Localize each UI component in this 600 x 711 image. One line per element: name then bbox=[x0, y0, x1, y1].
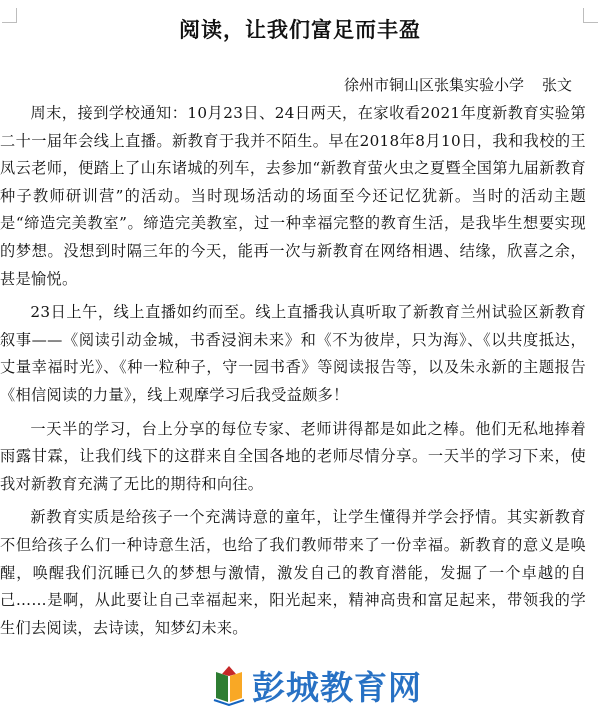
paragraph-3: 一天半的学习，台上分享的每位专家、老师讲得都是如此之棒。他们无私地捧着雨露甘霖，让我们线下的这群来自全国各地的老师尽情分享。一天半的学习下来，使我对新教育充满了无比的期待和向往。 bbox=[0, 419, 586, 493]
byline-school: 徐州市铜山区张集实验小学 bbox=[343, 76, 524, 94]
watermark-text: 彭城教育网 bbox=[252, 668, 422, 707]
document-byline bbox=[344, 74, 572, 95]
document-body bbox=[0, 100, 586, 648]
paragraph-1: 周末，接到学校通知：10月23日、24日两天，在家收看2021年度新教育实验第二十一届年会线上直播。新教育于我并不陌生。早在2018年8月10日，我和我校的王凤云老师，便踏上了山东诸城的列车，去参加“新教育萤火虫之夏暨全国第九届新教育种子教师研训营”的活动。当时现场活动的场面至今还记忆犹新。当时的活动主题是“缔造完美教室”。缔造完美教室，过一种幸福完整的教育生活，是我毕生想要实现的梦想。没想到时隔三年的今天，能再一次与新教育在网络相遇、结缘，欣喜之余，甚是愉悦。 bbox=[0, 104, 586, 288]
document-title: 阅读，让我们富足而丰盈 bbox=[179, 17, 421, 42]
paragraph-2: 23日上午，线上直播如约而至。线上直播我认真听取了新教育兰州试验区新教育叙事——《阅读引动金城，书香浸润未来》和《不为彼岸，只为海》、《以共度抵达，丈量幸福时光》、《种一粒种子，守一园书香》等阅读报告等，以及朱永新的主题报告《相信阅读的力量》，线上观摩学习后我受益颇多！ bbox=[0, 303, 586, 404]
site-watermark bbox=[212, 660, 452, 710]
byline-author: 张文 bbox=[541, 76, 572, 94]
book-logo-icon bbox=[212, 662, 246, 706]
paragraph-4: 新教育实质是给孩子一个充满诗意的童年，让学生懂得并学会抒情。其实新教育不但给孩子么们一种诗意生活，也给了我们教师带来了一份幸福。新教育的意义是唤醒，唤醒我们沉睡已久的梦想与激情，激发自己的教育潜能，发掘了一个卓越的自己……是啊，从此要让自己幸福起来，阳光起来，精神高贵和富足起来，带领我的学生们去阅读，去诗读，知梦幻未来。 bbox=[0, 508, 586, 637]
